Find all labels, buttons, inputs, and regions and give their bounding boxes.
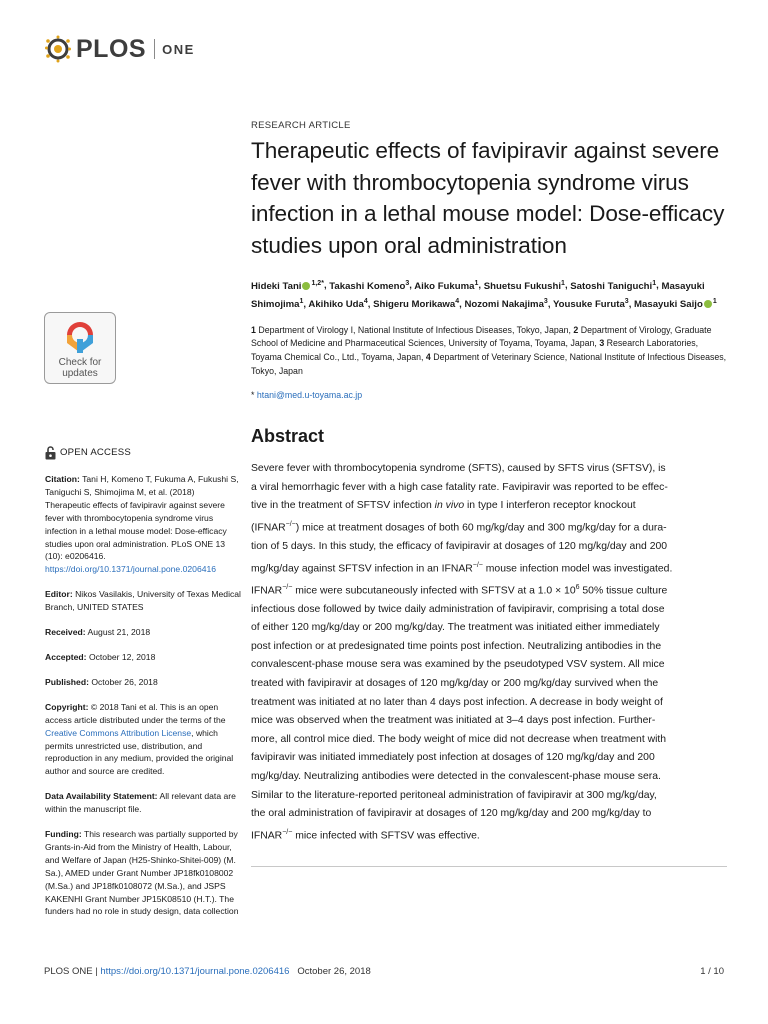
funding-block: Funding: This research was partially supported by Grants-in-Aid from the Ministry of Health, Labour, and Welfare of Japan (H25-Shinko-Shitei-009) (M. Sa.), AMED under Grant Number JP18fk0108002 (M.Sa.) and JP18fk0108072 (M.Sa.), and JSPS KAKENHI Grant Number JP15K08510 (H.T.). The funders had no role in study design, data collection (45, 829, 239, 917)
email-link[interactable]: htani@med.u-toyama.ac.jp (256, 390, 363, 401)
author-name: Yousuke Furuta$^3$ (553, 298, 629, 311)
section-divider (251, 866, 727, 867)
author-name: Masayuki Saijo $^1$ (634, 298, 717, 311)
footer-doi-link[interactable]: https://doi.org/10.1371/journal.pone.0206416 (100, 966, 290, 977)
license-link[interactable]: Creative Commons Attribution License (45, 727, 192, 738)
orcid-icon[interactable] (704, 300, 712, 308)
plos-one-logo (44, 34, 195, 64)
data-availability-block: Data Availability Statement: All relevant data are within the manuscript file. (45, 791, 236, 815)
author-name: Shuetsu Fukushi$^1$ (483, 279, 565, 292)
copyright-block: Copyright: © 2018 Tani et al. This is an open access article distributed under the terms of the Creative Commons Attribution License, which permits unrestricted use, distribution, and reproduction in any medium, provided the original author and source are credited. (45, 701, 234, 777)
author-list: Hideki Tani $^{1,2*}$, Takashi Komeno$^3$, Aiko Fukuma$^1$, Shuetsu Fukushi$^1$, Satoshi Taniguchi$^1$, Masayuki Shimojima$^1$, Akihiko Uda$^4$, Shigeru Morikawa$^4$, Nozomi Nakajima$^3$, Yousuke Furuta$^3$, Masayuki Saijo $^1$ (251, 279, 717, 311)
article-title: Therapeutic effects of favipiravir against severe fever with thrombocytopenia syndrome virus infection in a lethal mouse model: Dose-efficacy studies upon oral administration (251, 138, 725, 258)
accepted-block: Accepted: October 12, 2018 (45, 651, 156, 662)
abstract-heading: Abstract (251, 426, 325, 447)
affiliations: 1 Department of Virology I, National Institute of Infectious Diseases, Tokyo, Japan, 2 Department of Virology, Graduate School of Medicine and Pharmaceutical Sciences, University of Toyama, Toyama, Japan, 3 Research Laboratories, Toyama Chemical Co., Ltd., Toyama, Japan, 4 Department of Veterinary Science, National Institute of Infectious Diseases, Tokyo, Japan (251, 324, 727, 376)
logo-sub: ONE (162, 41, 195, 57)
logo-separator (154, 39, 155, 59)
check-for-updates-label: Check for updates (58, 357, 102, 379)
footer-date: October 26, 2018 (297, 966, 371, 977)
editor-block: Editor: Nikos Vasilakis, University of Texas Medical Branch, UNITED STATES (45, 589, 241, 613)
citation-block: Citation: Tani H, Komeno T, Fukuma A, Fukushi S, Taniguchi S, Shimojima M, et al. (2018) Therapeutic effects of favipiravir against severe fever with thrombocytopenia syndrome virus infection in a lethal mouse model: Dose-efficacy studies upon oral administration. PLoS ONE 13 (10): e0206416. https://doi.org/10.1371/journal.pone.0206416 (45, 474, 239, 575)
published-block: Published: October 26, 2018 (45, 676, 158, 687)
received-block: Received: August 21, 2018 (45, 627, 151, 638)
article-main (251, 120, 727, 846)
author-name: Masayuki Shimojima$^1$ (251, 280, 705, 311)
author-name: Aiko Fukuma$^1$ (414, 279, 479, 292)
article-type: RESEARCH ARTICLE (251, 120, 351, 131)
open-lock-icon (45, 446, 56, 460)
article-info-sidebar (45, 446, 241, 930)
page-number: 1 / 10 (700, 966, 724, 977)
footer-journal: PLOS ONE (44, 966, 93, 977)
open-access-label: OPEN ACCESS (45, 446, 241, 460)
author-name: Akihiko Uda$^4$ (308, 298, 368, 311)
plos-emblem-icon (44, 35, 72, 63)
logo-word: PLOS (76, 34, 147, 63)
author-name: Shigeru Morikawa$^4$ (373, 298, 460, 311)
citation-doi-link[interactable]: https://doi.org/10.1371/journal.pone.0206416 (45, 564, 217, 575)
crossmark-icon (63, 319, 97, 355)
author-name: Nozomi Nakajima$^3$ (464, 298, 548, 311)
corresponding-email: * htani@med.u-toyama.ac.jp (251, 390, 363, 401)
page-footer: PLOS ONE | https://doi.org/10.1371/journal.pone.0206416 October 26, 2018 1 / 10 (44, 966, 724, 977)
abstract-text: Severe fever with thrombocytopenia syndrome (SFTS), caused by SFTS virus (SFTSV), is a viral hemorrhagic fever with a high case fatality rate. Favipiravir was reported to be effec- tive in the treatment of SFTSV infection in vivo in type I interferon receptor knockout (IFNAR−/−) mice at treatment dosages of both 60 mg/kg/day and 300 mg/kg/day for a dura- tion of 5 days. In this study, the efficacy of favipiravir at dosages of 120 mg/kg/day and 200 mg/kg/day against SFTSV infection in an IFNAR−/− mouse infection model was investigated. IFNAR−/− mice were subcutaneously infected with SFTSV at a $1.0 \times 10^6$ 50% tissue culture infectious dose followed by twice daily administration of favipiravir, comprising a total dose of either 120 mg/kg/day or 200 mg/kg/day. The treatment was initiated either immediately post infection or at predesignated time points post infection. Neutralizing antibodies in the convalescent-phase mouse sera was examined by the pseudotyped VSV system. All mice treated with favipiravir at dosages of 120 mg/kg/day or 200 mg/kg/day survived when the treatment was initiated at no later than 4 days post infection. A decrease in body weight of mice was observed when the treatment was initiated at 3–4 days post infection. Further- more, all control mice died. The body weight of mice did not decrease when treatment with favipiravir was initiated immediately post infection at dosages of 120 mg/kg/day and 200 mg/kg/day. Neutralizing antibodies were detected in the convalescent-phase mouse sera. Similar to the literature-reported peritoneal administration of favipiravir at 300 mg/kg/day, the oral administration of favipiravir at dosages of 120 mg/kg/day and 200 mg/kg/day to IFNAR−/− mice infected with SFTSV was effective. (251, 463, 673, 842)
author-name: Satoshi Taniguchi$^1$ (570, 279, 657, 292)
author-name: Takashi Komeno$^3$ (329, 279, 410, 292)
check-for-updates-button[interactable] (44, 312, 116, 384)
author-name: Hideki Tani $^{1,2*}$ (251, 279, 324, 292)
orcid-icon[interactable] (302, 282, 310, 290)
